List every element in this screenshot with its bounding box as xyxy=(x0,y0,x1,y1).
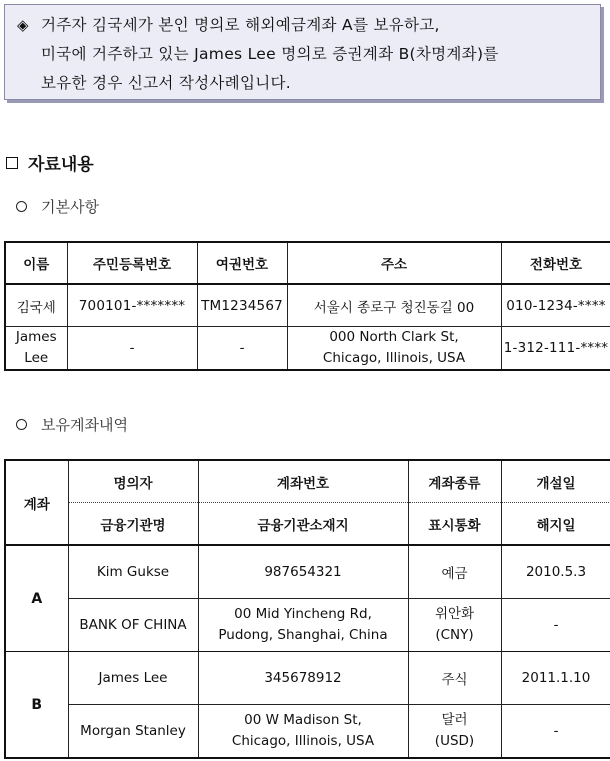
header-address: 주소 xyxy=(287,242,501,284)
cell-opened-date: 2011.1.10 xyxy=(501,652,610,705)
header-name: 이름 xyxy=(5,242,67,284)
table-row xyxy=(5,599,610,652)
cell-currency xyxy=(408,599,501,652)
table-row xyxy=(5,284,610,327)
header-passport: 여권번호 xyxy=(197,242,287,284)
name-line-1: James xyxy=(15,329,57,345)
basics-subheading xyxy=(16,196,99,217)
basic-info-table xyxy=(4,241,610,371)
cell-phone: 1-312-111-**** xyxy=(501,327,610,371)
notice-box xyxy=(4,4,601,100)
header-account: 계좌 xyxy=(5,460,68,545)
table-header-row xyxy=(5,503,610,546)
header-phone: 전화번호 xyxy=(501,242,610,284)
table-header-row xyxy=(5,460,610,503)
address-line-1: 000 North Clark St, xyxy=(329,329,459,345)
cell-holder: James Lee xyxy=(68,652,198,705)
cell-account-number: 345678912 xyxy=(198,652,408,705)
location-line-1: 00 W Madison St, xyxy=(244,712,362,728)
accounts-subtitle: 보유계좌내역 xyxy=(41,416,128,434)
cell-holder: Kim Gukse xyxy=(68,545,198,599)
cell-passport: - xyxy=(197,327,287,371)
header-holder: 명의자 xyxy=(68,460,198,503)
header-closed-date: 해지일 xyxy=(501,503,610,546)
table-row xyxy=(5,327,610,371)
cell-account-type: 예금 xyxy=(408,545,501,599)
table-row xyxy=(5,545,610,599)
circle-bullet-icon xyxy=(16,201,27,212)
account-label: A xyxy=(5,545,68,652)
accounts-table xyxy=(4,459,610,759)
account-label: B xyxy=(5,652,68,759)
cell-name xyxy=(5,327,67,371)
cell-passport: TM1234567 xyxy=(197,284,287,327)
currency-line-1: 달러 xyxy=(441,712,468,728)
header-institution: 금융기관명 xyxy=(68,503,198,546)
cell-resident-no: 700101-******* xyxy=(67,284,197,327)
header-account-number: 계좌번호 xyxy=(198,460,408,503)
cell-phone: 010-1234-**** xyxy=(501,284,610,327)
header-resident-no: 주민등록번호 xyxy=(67,242,197,284)
location-line-2: Pudong, Shanghai, China xyxy=(218,627,388,643)
cell-institution: Morgan Stanley xyxy=(68,705,198,759)
currency-line-2: (CNY) xyxy=(435,627,474,643)
header-institution-location: 금융기관소재지 xyxy=(198,503,408,546)
currency-line-1: 위안화 xyxy=(434,606,475,622)
notice-text-1: 거주자 김국세가 본인 명의로 해외예금계좌 A를 보유하고, xyxy=(41,16,440,34)
header-opened-date: 개설일 xyxy=(501,460,610,503)
table-row xyxy=(5,652,610,705)
section-heading xyxy=(6,150,94,175)
circle-bullet-icon xyxy=(16,419,27,430)
cell-account-type: 주식 xyxy=(408,652,501,705)
cell-account-number: 987654321 xyxy=(198,545,408,599)
cell-institution-location xyxy=(198,599,408,652)
notice-line-2 xyxy=(17,40,590,69)
square-bullet-icon xyxy=(6,157,18,169)
cell-opened-date: 2010.5.3 xyxy=(501,545,610,599)
table-row xyxy=(5,705,610,759)
cell-institution: BANK OF CHINA xyxy=(68,599,198,652)
diamond-bullet-icon: ◈ xyxy=(17,16,29,34)
location-line-2: Chicago, Illinois, USA xyxy=(231,733,375,749)
cell-currency xyxy=(408,705,501,759)
basics-subtitle: 기본사항 xyxy=(41,198,99,216)
header-currency: 표시통화 xyxy=(408,503,501,546)
location-line-1: 00 Mid Yincheng Rd, xyxy=(234,606,372,622)
currency-line-2: (USD) xyxy=(434,733,475,749)
notice-line-1 xyxy=(17,11,590,40)
cell-address xyxy=(287,327,501,371)
name-line-2: Lee xyxy=(24,350,49,366)
cell-address: 서울시 종로구 청진동길 00 xyxy=(287,284,501,327)
section-title: 자료내용 xyxy=(28,155,94,175)
address-line-2: Chicago, Illinois, USA xyxy=(322,350,466,366)
cell-resident-no: - xyxy=(67,327,197,371)
notice-text-2: 미국에 거주하고 있는 James Lee 명의로 증권계좌 B(차명계좌)를 xyxy=(41,45,499,63)
cell-institution-location xyxy=(198,705,408,759)
notice-text-3: 보유한 경우 신고서 작성사례입니다. xyxy=(41,74,292,92)
header-account-type: 계좌종류 xyxy=(408,460,501,503)
cell-closed-date: - xyxy=(501,599,610,652)
accounts-subheading xyxy=(16,414,128,435)
table-header-row xyxy=(5,242,610,284)
cell-closed-date: - xyxy=(501,705,610,759)
cell-name: 김국세 xyxy=(5,284,67,327)
notice-line-3 xyxy=(17,69,590,98)
